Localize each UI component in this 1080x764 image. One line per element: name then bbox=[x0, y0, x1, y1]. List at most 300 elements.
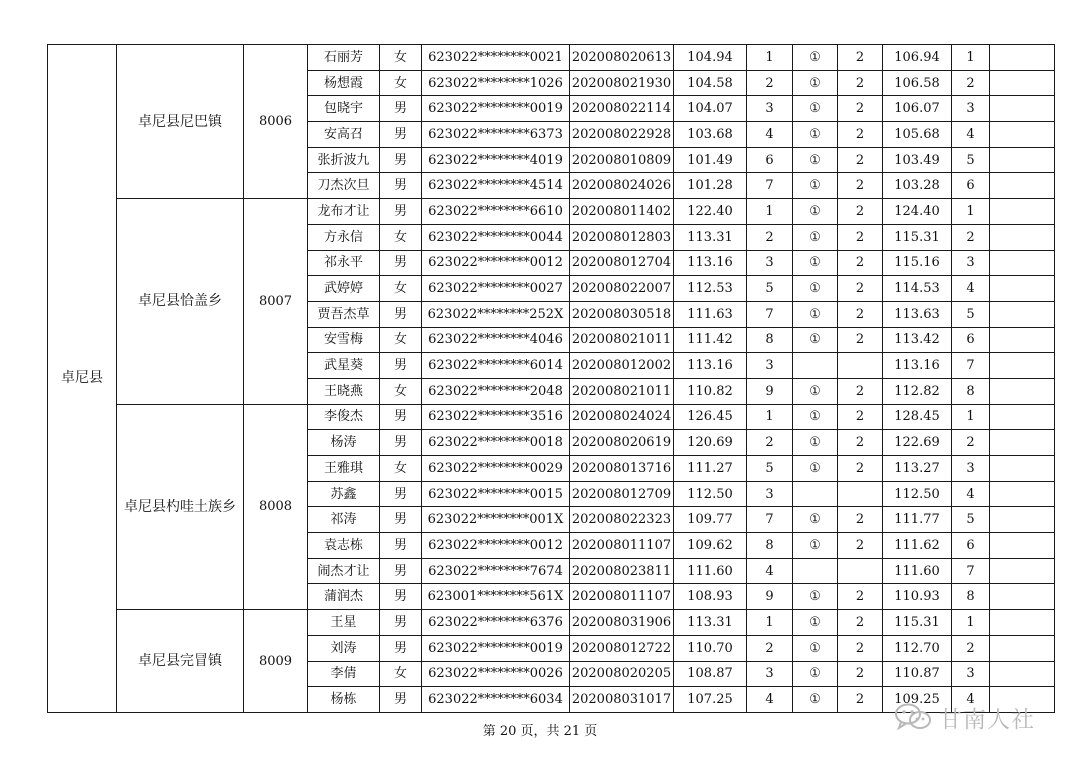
name-cell: 杨栋 bbox=[308, 687, 380, 713]
rank-cell: 2 bbox=[747, 635, 793, 661]
bonus-cell: 2 bbox=[838, 301, 883, 327]
remarks-cell bbox=[990, 173, 1055, 199]
total-score-cell: 128.45 bbox=[883, 404, 952, 430]
id-number-cell: 623022********6610 bbox=[422, 199, 570, 225]
bonus-cell: 2 bbox=[838, 635, 883, 661]
final-rank-cell: 7 bbox=[952, 353, 990, 379]
bonus-cell: 2 bbox=[838, 456, 883, 482]
total-score-cell: 106.94 bbox=[883, 45, 952, 71]
bonus-cell bbox=[838, 558, 883, 584]
final-rank-cell: 5 bbox=[952, 147, 990, 173]
position-code-cell: 8008 bbox=[244, 404, 308, 610]
remarks-cell bbox=[990, 558, 1055, 584]
total-score-cell: 103.49 bbox=[883, 147, 952, 173]
final-rank-cell: 4 bbox=[952, 122, 990, 148]
total-score-cell: 103.28 bbox=[883, 173, 952, 199]
exam-number-cell: 202008020613 bbox=[570, 45, 674, 71]
remarks-cell bbox=[990, 327, 1055, 353]
gender-cell: 男 bbox=[380, 301, 422, 327]
remarks-cell bbox=[990, 199, 1055, 225]
remarks-cell bbox=[990, 404, 1055, 430]
total-score-cell: 114.53 bbox=[883, 276, 952, 302]
final-rank-cell: 6 bbox=[952, 533, 990, 559]
score-cell: 112.53 bbox=[674, 276, 747, 302]
gender-cell: 男 bbox=[380, 635, 422, 661]
rank-cell: 5 bbox=[747, 276, 793, 302]
bonus-cell: 2 bbox=[838, 610, 883, 636]
gender-cell: 男 bbox=[380, 173, 422, 199]
final-rank-cell: 4 bbox=[952, 687, 990, 713]
id-number-cell: 623022********0015 bbox=[422, 481, 570, 507]
id-number-cell: 623022********6034 bbox=[422, 687, 570, 713]
rank-cell: 4 bbox=[747, 558, 793, 584]
table-row bbox=[48, 404, 1055, 430]
rank-cell: 4 bbox=[747, 687, 793, 713]
final-rank-cell: 4 bbox=[952, 481, 990, 507]
remarks-cell bbox=[990, 456, 1055, 482]
mark-cell: ① bbox=[793, 635, 838, 661]
bonus-cell: 2 bbox=[838, 584, 883, 610]
gender-cell: 男 bbox=[380, 147, 422, 173]
final-rank-cell: 2 bbox=[952, 224, 990, 250]
total-score-cell: 113.27 bbox=[883, 456, 952, 482]
mark-cell bbox=[793, 558, 838, 584]
exam-number-cell: 202008012002 bbox=[570, 353, 674, 379]
bonus-cell bbox=[838, 353, 883, 379]
exam-number-cell: 202008021011 bbox=[570, 378, 674, 404]
mark-cell: ① bbox=[793, 404, 838, 430]
remarks-cell bbox=[990, 584, 1055, 610]
gender-cell: 男 bbox=[380, 250, 422, 276]
gender-cell: 男 bbox=[380, 404, 422, 430]
name-cell: 王雅琪 bbox=[308, 456, 380, 482]
id-number-cell: 623022********4019 bbox=[422, 147, 570, 173]
id-number-cell: 623022********6373 bbox=[422, 122, 570, 148]
score-cell: 113.31 bbox=[674, 610, 747, 636]
mark-cell: ① bbox=[793, 610, 838, 636]
remarks-cell bbox=[990, 661, 1055, 687]
final-rank-cell: 2 bbox=[952, 70, 990, 96]
exam-number-cell: 202008021930 bbox=[570, 70, 674, 96]
total-score-cell: 115.31 bbox=[883, 610, 952, 636]
score-cell: 122.40 bbox=[674, 199, 747, 225]
final-rank-cell: 2 bbox=[952, 635, 990, 661]
watermark bbox=[893, 700, 1035, 734]
bonus-cell: 2 bbox=[838, 70, 883, 96]
score-cell: 111.60 bbox=[674, 558, 747, 584]
table-row bbox=[48, 610, 1055, 636]
score-cell: 101.28 bbox=[674, 173, 747, 199]
bonus-cell: 2 bbox=[838, 45, 883, 71]
position-code-cell: 8006 bbox=[244, 45, 308, 199]
mark-cell: ① bbox=[793, 224, 838, 250]
remarks-cell bbox=[990, 430, 1055, 456]
name-cell: 刀杰次旦 bbox=[308, 173, 380, 199]
name-cell: 龙布才让 bbox=[308, 199, 380, 225]
rank-cell: 7 bbox=[747, 507, 793, 533]
rank-cell: 2 bbox=[747, 430, 793, 456]
remarks-cell bbox=[990, 96, 1055, 122]
name-cell: 王星 bbox=[308, 610, 380, 636]
gender-cell: 女 bbox=[380, 70, 422, 96]
gender-cell: 男 bbox=[380, 558, 422, 584]
table-body bbox=[48, 45, 1055, 713]
score-cell: 104.58 bbox=[674, 70, 747, 96]
score-cell: 112.50 bbox=[674, 481, 747, 507]
score-cell: 120.69 bbox=[674, 430, 747, 456]
id-number-cell: 623022********0012 bbox=[422, 533, 570, 559]
score-cell: 107.25 bbox=[674, 687, 747, 713]
id-number-cell: 623022********7674 bbox=[422, 558, 570, 584]
remarks-cell bbox=[990, 45, 1055, 71]
score-cell: 113.16 bbox=[674, 250, 747, 276]
rank-cell: 3 bbox=[747, 353, 793, 379]
mark-cell: ① bbox=[793, 533, 838, 559]
exam-number-cell: 202008011107 bbox=[570, 533, 674, 559]
final-rank-cell: 3 bbox=[952, 96, 990, 122]
name-cell: 刘涛 bbox=[308, 635, 380, 661]
remarks-cell bbox=[990, 224, 1055, 250]
exam-number-cell: 202008020619 bbox=[570, 430, 674, 456]
final-rank-cell: 3 bbox=[952, 456, 990, 482]
gender-cell: 女 bbox=[380, 327, 422, 353]
watermark-text: 甘南人社 bbox=[939, 706, 1035, 733]
bonus-cell: 2 bbox=[838, 147, 883, 173]
final-rank-cell: 1 bbox=[952, 610, 990, 636]
bonus-cell: 2 bbox=[838, 250, 883, 276]
rank-cell: 1 bbox=[747, 199, 793, 225]
name-cell: 蒲润杰 bbox=[308, 584, 380, 610]
exam-number-cell: 202008022114 bbox=[570, 96, 674, 122]
mark-cell: ① bbox=[793, 45, 838, 71]
id-number-cell: 623022********001X bbox=[422, 507, 570, 533]
id-number-cell: 623022********4046 bbox=[422, 327, 570, 353]
bonus-cell: 2 bbox=[838, 276, 883, 302]
mark-cell: ① bbox=[793, 301, 838, 327]
exam-number-cell: 202008024026 bbox=[570, 173, 674, 199]
id-number-cell: 623022********1026 bbox=[422, 70, 570, 96]
bonus-cell: 2 bbox=[838, 199, 883, 225]
name-cell: 张折波九 bbox=[308, 147, 380, 173]
name-cell: 王晓燕 bbox=[308, 378, 380, 404]
id-number-cell: 623022********0019 bbox=[422, 96, 570, 122]
name-cell: 安高召 bbox=[308, 122, 380, 148]
total-score-cell: 115.16 bbox=[883, 250, 952, 276]
total-score-cell: 112.70 bbox=[883, 635, 952, 661]
position-code-cell: 8007 bbox=[244, 199, 308, 405]
bonus-cell: 2 bbox=[838, 430, 883, 456]
mark-cell: ① bbox=[793, 430, 838, 456]
town-cell: 卓尼县杓哇土族乡 bbox=[117, 404, 244, 610]
name-cell: 方永信 bbox=[308, 224, 380, 250]
name-cell: 祁永平 bbox=[308, 250, 380, 276]
remarks-cell bbox=[990, 70, 1055, 96]
id-number-cell: 623022********0012 bbox=[422, 250, 570, 276]
final-rank-cell: 1 bbox=[952, 45, 990, 71]
town-cell: 卓尼县完冒镇 bbox=[117, 610, 244, 713]
gender-cell: 女 bbox=[380, 456, 422, 482]
exam-number-cell: 202008030518 bbox=[570, 301, 674, 327]
exam-number-cell: 202008031906 bbox=[570, 610, 674, 636]
gender-cell: 男 bbox=[380, 533, 422, 559]
rank-cell: 1 bbox=[747, 404, 793, 430]
bonus-cell: 2 bbox=[838, 224, 883, 250]
gender-cell: 女 bbox=[380, 224, 422, 250]
gender-cell: 女 bbox=[380, 378, 422, 404]
mark-cell: ① bbox=[793, 199, 838, 225]
final-rank-cell: 2 bbox=[952, 430, 990, 456]
score-cell: 103.68 bbox=[674, 122, 747, 148]
name-cell: 闹杰才让 bbox=[308, 558, 380, 584]
exam-number-cell: 202008012803 bbox=[570, 224, 674, 250]
town-cell: 卓尼县尼巴镇 bbox=[117, 45, 244, 199]
bonus-cell: 2 bbox=[838, 327, 883, 353]
table-row bbox=[48, 199, 1055, 225]
score-cell: 113.31 bbox=[674, 224, 747, 250]
final-rank-cell: 8 bbox=[952, 584, 990, 610]
rank-cell: 4 bbox=[747, 122, 793, 148]
id-number-cell: 623022********0027 bbox=[422, 276, 570, 302]
exam-number-cell: 202008022323 bbox=[570, 507, 674, 533]
name-cell: 安雪梅 bbox=[308, 327, 380, 353]
mark-cell bbox=[793, 353, 838, 379]
name-cell: 贾吾杰草 bbox=[308, 301, 380, 327]
remarks-cell bbox=[990, 250, 1055, 276]
mark-cell: ① bbox=[793, 584, 838, 610]
gender-cell: 男 bbox=[380, 481, 422, 507]
score-cell: 126.45 bbox=[674, 404, 747, 430]
gender-cell: 男 bbox=[380, 430, 422, 456]
remarks-cell bbox=[990, 301, 1055, 327]
score-cell: 104.94 bbox=[674, 45, 747, 71]
total-score-cell: 109.25 bbox=[883, 687, 952, 713]
exam-number-cell: 202008012709 bbox=[570, 481, 674, 507]
mark-cell: ① bbox=[793, 122, 838, 148]
id-number-cell: 623001********561X bbox=[422, 584, 570, 610]
gender-cell: 男 bbox=[380, 687, 422, 713]
bonus-cell: 2 bbox=[838, 533, 883, 559]
score-cell: 109.62 bbox=[674, 533, 747, 559]
mark-cell: ① bbox=[793, 327, 838, 353]
final-rank-cell: 3 bbox=[952, 250, 990, 276]
total-score-cell: 115.31 bbox=[883, 224, 952, 250]
bonus-cell: 2 bbox=[838, 507, 883, 533]
id-number-cell: 623022********6376 bbox=[422, 610, 570, 636]
score-cell: 111.42 bbox=[674, 327, 747, 353]
exam-number-cell: 202008021011 bbox=[570, 327, 674, 353]
total-score-cell: 111.77 bbox=[883, 507, 952, 533]
gender-cell: 男 bbox=[380, 353, 422, 379]
rank-cell: 1 bbox=[747, 45, 793, 71]
bonus-cell: 2 bbox=[838, 378, 883, 404]
mark-cell: ① bbox=[793, 147, 838, 173]
name-cell: 李俊杰 bbox=[308, 404, 380, 430]
final-rank-cell: 6 bbox=[952, 327, 990, 353]
name-cell: 苏鑫 bbox=[308, 481, 380, 507]
town-cell: 卓尼县恰盖乡 bbox=[117, 199, 244, 405]
rank-cell: 5 bbox=[747, 456, 793, 482]
rank-cell: 6 bbox=[747, 147, 793, 173]
bonus-cell: 2 bbox=[838, 687, 883, 713]
gender-cell: 男 bbox=[380, 584, 422, 610]
id-number-cell: 623022********0018 bbox=[422, 430, 570, 456]
bonus-cell: 2 bbox=[838, 96, 883, 122]
score-cell: 111.27 bbox=[674, 456, 747, 482]
mark-cell: ① bbox=[793, 276, 838, 302]
gender-cell: 女 bbox=[380, 45, 422, 71]
total-score-cell: 112.50 bbox=[883, 481, 952, 507]
total-score-cell: 122.69 bbox=[883, 430, 952, 456]
remarks-cell bbox=[990, 533, 1055, 559]
exam-number-cell: 202008024024 bbox=[570, 404, 674, 430]
gender-cell: 男 bbox=[380, 610, 422, 636]
final-rank-cell: 7 bbox=[952, 558, 990, 584]
total-score-cell: 113.63 bbox=[883, 301, 952, 327]
total-score-cell: 106.58 bbox=[883, 70, 952, 96]
total-score-cell: 111.62 bbox=[883, 533, 952, 559]
final-rank-cell: 1 bbox=[952, 199, 990, 225]
id-number-cell: 623022********0029 bbox=[422, 456, 570, 482]
exam-number-cell: 202008023811 bbox=[570, 558, 674, 584]
final-rank-cell: 3 bbox=[952, 661, 990, 687]
mark-cell bbox=[793, 481, 838, 507]
position-code-cell: 8009 bbox=[244, 610, 308, 713]
final-rank-cell: 8 bbox=[952, 378, 990, 404]
score-cell: 108.93 bbox=[674, 584, 747, 610]
gender-cell: 男 bbox=[380, 96, 422, 122]
page-footer: 第 20 页，共 21 页 bbox=[482, 724, 598, 739]
mark-cell: ① bbox=[793, 173, 838, 199]
wechat-icon bbox=[893, 702, 933, 732]
total-score-cell: 111.60 bbox=[883, 558, 952, 584]
score-cell: 110.70 bbox=[674, 635, 747, 661]
name-cell: 武星葵 bbox=[308, 353, 380, 379]
remarks-cell bbox=[990, 276, 1055, 302]
final-rank-cell: 5 bbox=[952, 507, 990, 533]
exam-number-cell: 202008022007 bbox=[570, 276, 674, 302]
gender-cell: 男 bbox=[380, 507, 422, 533]
id-number-cell: 623022********252X bbox=[422, 301, 570, 327]
exam-number-cell: 202008011402 bbox=[570, 199, 674, 225]
score-cell: 110.82 bbox=[674, 378, 747, 404]
gender-cell: 男 bbox=[380, 122, 422, 148]
total-score-cell: 110.93 bbox=[883, 584, 952, 610]
exam-number-cell: 202008013716 bbox=[570, 456, 674, 482]
final-rank-cell: 5 bbox=[952, 301, 990, 327]
remarks-cell bbox=[990, 147, 1055, 173]
name-cell: 杨涛 bbox=[308, 430, 380, 456]
rank-cell: 8 bbox=[747, 533, 793, 559]
remarks-cell bbox=[990, 378, 1055, 404]
name-cell: 包晓宇 bbox=[308, 96, 380, 122]
exam-number-cell: 202008012722 bbox=[570, 635, 674, 661]
rank-cell: 1 bbox=[747, 610, 793, 636]
id-number-cell: 623022********0044 bbox=[422, 224, 570, 250]
score-cell: 109.77 bbox=[674, 507, 747, 533]
mark-cell: ① bbox=[793, 687, 838, 713]
mark-cell: ① bbox=[793, 456, 838, 482]
gender-cell: 女 bbox=[380, 661, 422, 687]
rank-cell: 3 bbox=[747, 250, 793, 276]
rank-cell: 9 bbox=[747, 584, 793, 610]
total-score-cell: 110.87 bbox=[883, 661, 952, 687]
total-score-cell: 112.82 bbox=[883, 378, 952, 404]
bonus-cell: 2 bbox=[838, 661, 883, 687]
name-cell: 祁涛 bbox=[308, 507, 380, 533]
exam-number-cell: 202008020205 bbox=[570, 661, 674, 687]
rank-cell: 8 bbox=[747, 327, 793, 353]
rank-cell: 7 bbox=[747, 173, 793, 199]
total-score-cell: 113.42 bbox=[883, 327, 952, 353]
bonus-cell: 2 bbox=[838, 173, 883, 199]
name-cell: 石丽芳 bbox=[308, 45, 380, 71]
total-score-cell: 105.68 bbox=[883, 122, 952, 148]
remarks-cell bbox=[990, 122, 1055, 148]
id-number-cell: 623022********0026 bbox=[422, 661, 570, 687]
results-table bbox=[47, 44, 1055, 713]
rank-cell: 3 bbox=[747, 96, 793, 122]
remarks-cell bbox=[990, 610, 1055, 636]
gender-cell: 女 bbox=[380, 276, 422, 302]
mark-cell: ① bbox=[793, 378, 838, 404]
id-number-cell: 623022********0021 bbox=[422, 45, 570, 71]
score-cell: 111.63 bbox=[674, 301, 747, 327]
mark-cell: ① bbox=[793, 70, 838, 96]
id-number-cell: 623022********2048 bbox=[422, 378, 570, 404]
score-cell: 101.49 bbox=[674, 147, 747, 173]
rank-cell: 9 bbox=[747, 378, 793, 404]
rank-cell: 7 bbox=[747, 301, 793, 327]
rank-cell: 2 bbox=[747, 70, 793, 96]
name-cell: 杨想霞 bbox=[308, 70, 380, 96]
gender-cell: 男 bbox=[380, 199, 422, 225]
rank-cell: 2 bbox=[747, 224, 793, 250]
final-rank-cell: 4 bbox=[952, 276, 990, 302]
total-score-cell: 106.07 bbox=[883, 96, 952, 122]
exam-number-cell: 202008011107 bbox=[570, 584, 674, 610]
exam-number-cell: 202008031017 bbox=[570, 687, 674, 713]
remarks-cell bbox=[990, 507, 1055, 533]
bonus-cell: 2 bbox=[838, 404, 883, 430]
rank-cell: 3 bbox=[747, 661, 793, 687]
name-cell: 李倩 bbox=[308, 661, 380, 687]
total-score-cell: 124.40 bbox=[883, 199, 952, 225]
mark-cell: ① bbox=[793, 661, 838, 687]
final-rank-cell: 6 bbox=[952, 173, 990, 199]
total-score-cell: 113.16 bbox=[883, 353, 952, 379]
score-cell: 113.16 bbox=[674, 353, 747, 379]
rank-cell: 3 bbox=[747, 481, 793, 507]
exam-number-cell: 202008010809 bbox=[570, 147, 674, 173]
score-cell: 104.07 bbox=[674, 96, 747, 122]
remarks-cell bbox=[990, 353, 1055, 379]
id-number-cell: 623022********6014 bbox=[422, 353, 570, 379]
name-cell: 袁志栋 bbox=[308, 533, 380, 559]
exam-number-cell: 202008022928 bbox=[570, 122, 674, 148]
id-number-cell: 623022********0019 bbox=[422, 635, 570, 661]
final-rank-cell: 1 bbox=[952, 404, 990, 430]
mark-cell: ① bbox=[793, 507, 838, 533]
score-cell: 108.87 bbox=[674, 661, 747, 687]
bonus-cell bbox=[838, 481, 883, 507]
county-cell: 卓尼县 bbox=[48, 45, 117, 713]
remarks-cell bbox=[990, 635, 1055, 661]
table-row bbox=[48, 45, 1055, 71]
mark-cell: ① bbox=[793, 96, 838, 122]
id-number-cell: 623022********3516 bbox=[422, 404, 570, 430]
bonus-cell: 2 bbox=[838, 122, 883, 148]
name-cell: 武婷婷 bbox=[308, 276, 380, 302]
